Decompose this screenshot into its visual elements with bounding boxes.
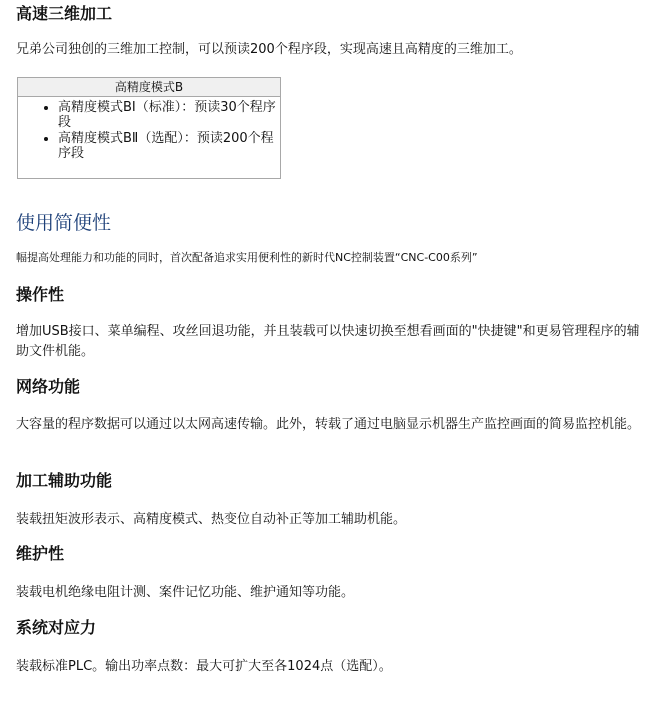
section-body-maintenance: 装载电机绝缘电阻计测、案件记忆功能、维护通知等功能。	[16, 585, 355, 600]
section-title-operability: 操作性	[16, 285, 65, 304]
section-body-network: 大容量的程序数据可以通过以太网高速传输。此外，转载了通过电脑显示机器生产监控画面的简易监控机能。	[16, 417, 641, 432]
section-body-system-support: 装载标准PLC。输出功率点数：最大可扩大至各1024点（选配）。	[16, 659, 392, 674]
section-title-system-support: 系统对应力	[16, 618, 97, 637]
section-title-machining-aux: 加工辅助功能	[16, 471, 113, 490]
list-item: • 高精度模式BⅡ（选配）：预读200个程序段	[58, 131, 280, 161]
high-precision-mode-box-header: 高精度模式B	[18, 78, 280, 97]
section-title-high-speed-3d: 高速三维加工	[16, 4, 113, 23]
section-body-operability: 增加USB接口、菜单编程、攻丝回退功能，并且装载可以快速切换至想看画面的"快捷键"和更易管理程序的辅助文件机能。	[16, 324, 640, 359]
section-body-high-speed-3d: 兄弟公司独创的三维加工控制，可以预读200个程序段，实现高速且高精度的三维加工。	[16, 42, 522, 57]
section-title-ease-of-use: 使用简便性	[16, 212, 112, 234]
high-precision-mode-box	[17, 77, 281, 179]
section-title-network: 网络功能	[16, 377, 81, 396]
section-body-ease-of-use: 幅提高处理能力和功能的同时，首次配备追求实用便利性的新时代NC控制装置“CNC-C00系列”	[16, 251, 478, 264]
section-body-machining-aux: 装载扭矩波形表示、高精度模式、热变位自动补正等加工辅助机能。	[16, 512, 407, 527]
high-precision-mode-list	[18, 100, 280, 161]
list-item: • 高精度模式BⅠ（标准）：预读30个程序段	[58, 100, 280, 130]
section-title-maintenance: 维护性	[16, 544, 65, 563]
